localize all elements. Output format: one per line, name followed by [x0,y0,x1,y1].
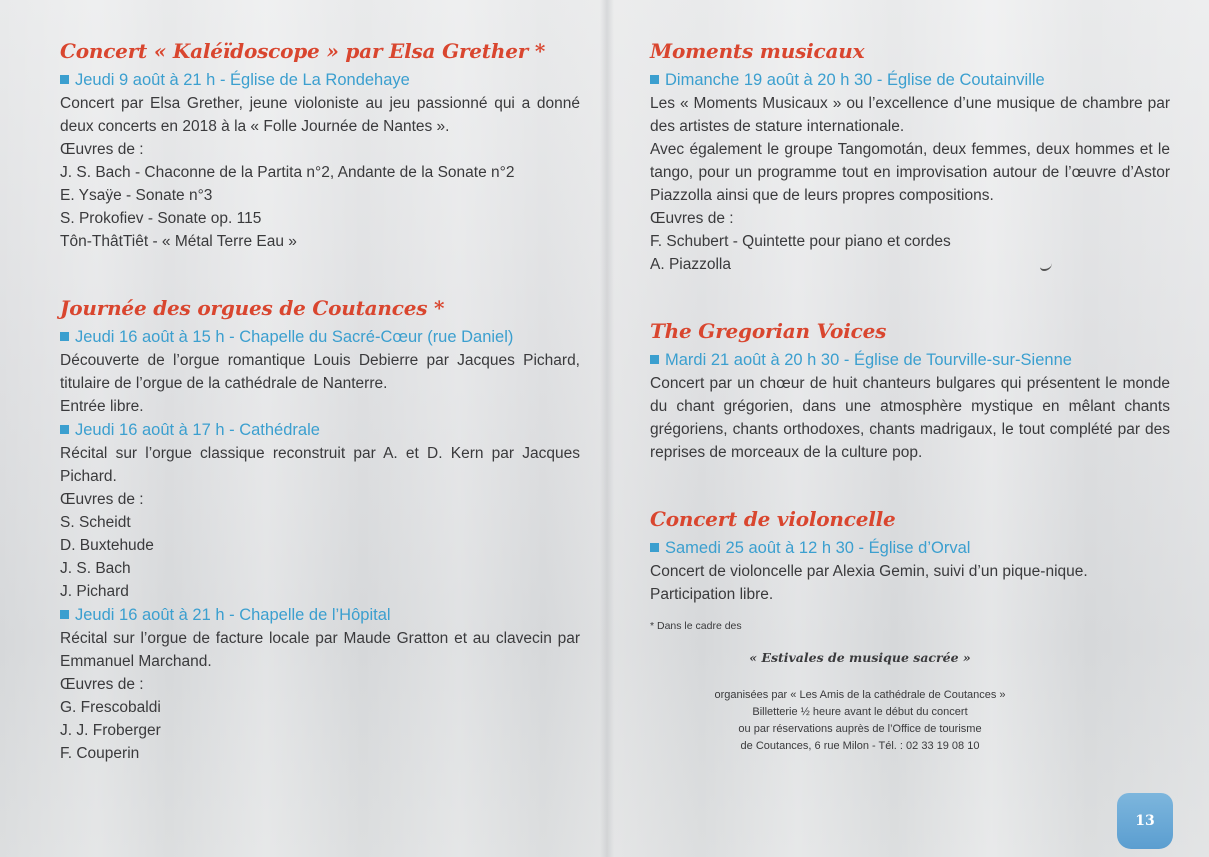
square-bullet-icon [650,75,659,84]
left-column [60,36,580,765]
event-date-text: Jeudi 9 août à 21 h - Église de La Rondehaye [75,71,410,89]
square-bullet-icon [650,355,659,364]
work-item: J. S. Bach - Chaconne de la Partita n°2, Andante de la Sonate n°2 [60,164,515,181]
square-bullet-icon [60,332,69,341]
event-description: Concert de violoncelle par Alexia Gemin, suivi d’un pique-nique. [650,563,1088,580]
event-description: Récital sur l’orgue classique reconstruit par A. et D. Kern par Jacques Pichard. [60,445,580,485]
work-item: Tôn-ThâtTiêt - « Métal Terre Eau » [60,233,297,250]
event-date-text: Jeudi 16 août à 17 h - Cathédrale [75,421,320,439]
event-date [650,348,1170,372]
page-fold [600,0,614,857]
works-label: Œuvres de : [650,210,734,227]
event-description: Les « Moments Musicaux » ou l’excellence d’une musique de chambre par des artistes de stature internationale. [650,95,1170,135]
square-bullet-icon [60,610,69,619]
event-date-text: Jeudi 16 août à 15 h - Chapelle du Sacré-Cœur (rue Daniel) [75,328,514,346]
event-date-text: Dimanche 19 août à 20 h 30 - Église de Coutainville [665,71,1045,89]
page-number-badge [1117,793,1173,849]
work-item: J. S. Bach [60,560,131,577]
work-item: S. Prokofiev - Sonate op. 115 [60,210,262,227]
event-description: Concert par Elsa Grether, jeune violoniste au jeu passionné qui a donné deux concerts en 2018 à la « Folle Journée de Nantes ». [60,95,580,135]
organizer-line: organisées par « Les Amis de la cathédrale de Coutances » [714,689,1006,701]
estivales-title: « Estivales de musique sacrée » [749,650,971,665]
work-item: J. Pichard [60,583,129,600]
works-label: Œuvres de : [60,676,144,693]
work-item: F. Schubert - Quintette pour piano et cordes [650,233,951,250]
works-label: Œuvres de : [60,491,144,508]
event-description: Concert par un chœur de huit chanteurs bulgares qui présentent le monde du chant grégorien, dans une atmosphère mystique en mêlant chants grégoriens, chants orthodoxes, chants madrigaux, le tout complété par des reprises de morceaux de la culture pop. [650,375,1170,461]
section-title-orgues: Journée des orgues de Coutances * [60,296,445,320]
event-description: Récital sur l’orgue de facture locale par Maude Gratton et au clavecin par Emmanuel Marchand. [60,630,580,670]
organizer-info [650,687,1070,755]
work-item: D. Buxtehude [60,537,154,554]
event-note: Participation libre. [650,586,774,603]
square-bullet-icon [650,543,659,552]
footnote: * Dans le cadre des [650,620,742,632]
square-bullet-icon [60,75,69,84]
work-item: G. Frescobaldi [60,699,161,716]
works-label: Œuvres de : [60,141,144,158]
event-date [650,68,1170,92]
organizer-line: de Coutances, 6 rue Milon - Tél. : 02 33 19 08 10 [740,740,980,752]
work-item: F. Couperin [60,745,140,762]
organizer-line: Billetterie ½ heure avant le début du concert [752,706,968,718]
work-item: A. Piazzolla [650,256,731,273]
event-date [60,68,580,92]
page-number: 13 [1135,813,1155,829]
event-date-text: Jeudi 16 août à 21 h - Chapelle de l’Hôpital [75,606,391,624]
event-note: Entrée libre. [60,398,144,415]
event-description: Découverte de l’orgue romantique Louis Debierre par Jacques Pichard, titulaire de l’orgue de la cathédrale de Nanterre. [60,352,580,392]
event-date [60,325,580,349]
work-item: S. Scheidt [60,514,131,531]
work-item: J. J. Froberger [60,722,161,739]
section-title-kaleidoscope: Concert « Kaléïdoscope » par Elsa Grether * [60,39,546,63]
square-bullet-icon [60,425,69,434]
organizer-line: ou par réservations auprès de l’Office de tourisme [738,723,982,735]
section-title-moments: Moments musicaux [650,39,865,63]
right-column [650,36,1170,755]
event-date [650,536,1170,560]
work-item: E. Ysaÿe - Sonate n°3 [60,187,213,204]
event-description: Avec également le groupe Tangomotán, deux femmes, deux hommes et le tango, pour un programme tout en improvisation autour de l’œuvre d’Astor Piazzolla ainsi que de leurs propres compositions. [650,141,1170,204]
event-date [60,418,580,442]
event-date-text: Mardi 21 août à 20 h 30 - Église de Tourville-sur-Sienne [665,351,1072,369]
section-title-violoncelle: Concert de violoncelle [650,507,896,531]
event-date-text: Samedi 25 août à 12 h 30 - Église d’Orval [665,539,971,557]
event-date [60,603,580,627]
section-title-gregorian: The Gregorian Voices [650,319,887,343]
